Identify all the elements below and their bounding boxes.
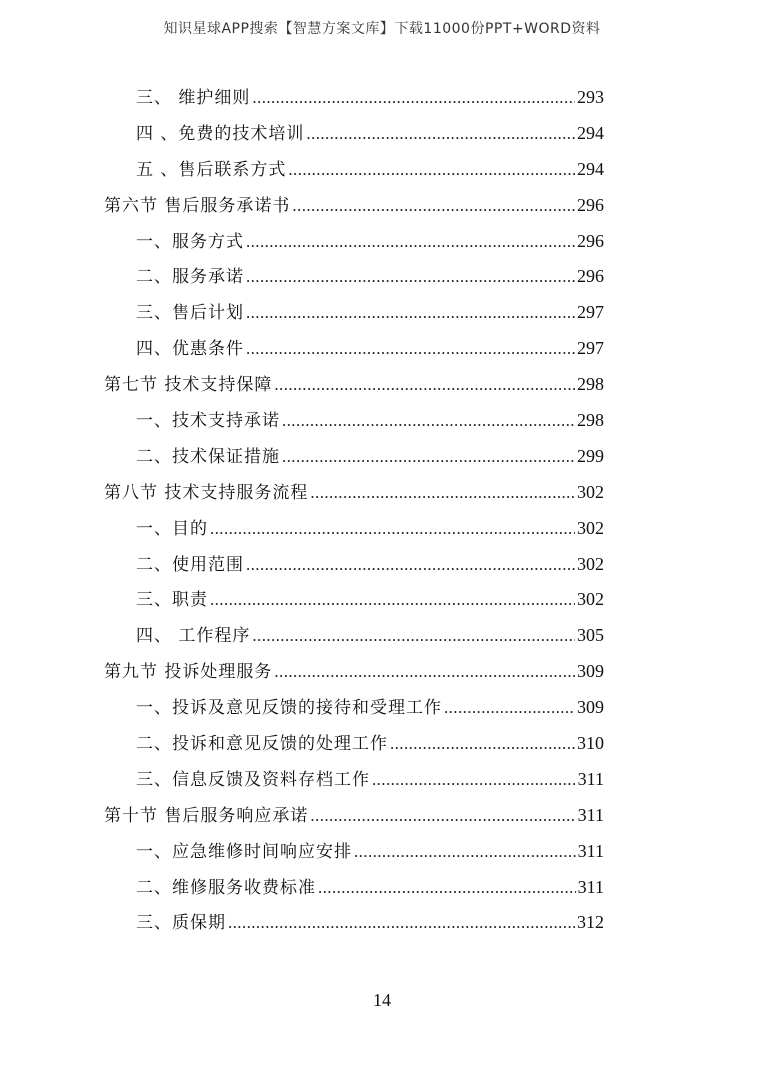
toc-entry-page: 296	[577, 194, 604, 215]
toc-entry-page: 294	[577, 122, 604, 143]
toc-entry-label: 第八节 技术支持服务流程	[104, 482, 309, 503]
toc-dot-leader	[246, 229, 575, 255]
toc-entry-label: 第七节 技术支持保障	[104, 375, 273, 396]
toc-section-entry	[104, 802, 604, 838]
toc-entry-page: 293	[577, 87, 604, 107]
toc-subsection-entry	[104, 515, 604, 551]
toc-subsection-entry	[104, 730, 604, 766]
toc-entry-label: 二、使用范围	[136, 554, 244, 575]
toc-subsection-entry	[104, 335, 604, 371]
toc-entry-label: 二、技术保证措施	[136, 446, 280, 467]
toc-dot-leader	[444, 695, 575, 721]
toc-entry-page: 296	[577, 266, 604, 287]
toc-entry-page: 296	[577, 230, 604, 251]
toc-entry-label: 四 、免费的技术培训	[136, 123, 305, 144]
toc-entry-page: 297	[577, 302, 604, 323]
toc-dot-leader	[246, 300, 575, 326]
toc-dot-leader	[274, 659, 575, 685]
toc-entry-page: 297	[577, 338, 604, 359]
toc-entry-label: 五 、售后联系方式	[136, 159, 287, 180]
toc-section-entry	[104, 658, 604, 694]
toc-dot-leader	[306, 121, 575, 147]
toc-entry-page: 302	[577, 517, 604, 538]
toc-entry-page: 311	[577, 804, 604, 825]
toc-entry-label: 一、服务方式	[136, 231, 244, 252]
toc-entry-label: 三、质保期	[136, 913, 226, 934]
toc-entry-label: 一、应急维修时间响应安排	[136, 841, 352, 862]
toc-entry-page: 311	[577, 768, 604, 789]
toc-subsection-entry	[104, 263, 604, 299]
page-header: 知识星球APP搜索【智慧方案文库】下载11000份PPT+WORD资料	[163, 21, 601, 37]
toc-subsection-entry	[104, 156, 604, 192]
toc-dot-leader	[228, 910, 575, 936]
toc-subsection-entry	[104, 407, 604, 443]
toc-section-entry	[104, 371, 604, 407]
toc-subsection-entry	[104, 694, 604, 730]
toc-entry-label: 三、 维护细则	[136, 88, 251, 108]
toc-subsection-entry	[104, 766, 604, 802]
toc-subsection-entry	[104, 551, 604, 587]
toc-dot-leader	[372, 767, 576, 793]
toc-dot-leader	[282, 444, 575, 470]
toc-entry-label: 一、技术支持承诺	[136, 411, 280, 432]
toc-entry-label: 一、投诉及意见反馈的接待和受理工作	[136, 698, 442, 719]
toc-subsection-entry	[104, 838, 604, 874]
toc-entry-label: 四、优惠条件	[136, 339, 244, 360]
toc-dot-leader	[274, 372, 575, 398]
toc-subsection-entry	[104, 909, 604, 945]
table-of-contents	[104, 84, 604, 945]
toc-subsection-entry	[104, 299, 604, 335]
toc-entry-page: 298	[577, 410, 604, 431]
toc-entry-page: 310	[577, 733, 604, 754]
toc-entry-label: 三、信息反馈及资料存档工作	[136, 769, 370, 790]
toc-entry-label: 二、服务承诺	[136, 267, 244, 288]
toc-section-entry	[104, 479, 604, 515]
toc-entry-page: 302	[577, 589, 604, 610]
toc-dot-leader	[210, 516, 575, 542]
toc-subsection-entry	[104, 586, 604, 622]
toc-subsection-entry	[104, 228, 604, 264]
toc-dot-leader	[246, 264, 575, 290]
toc-subsection-entry	[104, 84, 604, 120]
toc-dot-leader	[288, 157, 575, 183]
toc-subsection-entry	[104, 622, 604, 658]
toc-dot-leader	[318, 875, 576, 901]
toc-entry-page: 312	[577, 912, 604, 933]
toc-dot-leader	[246, 552, 575, 578]
toc-entry-label: 第六节 售后服务承诺书	[104, 195, 291, 216]
toc-dot-leader	[282, 408, 575, 434]
toc-subsection-entry	[104, 120, 604, 156]
toc-entry-label: 二、投诉和意见反馈的处理工作	[136, 734, 388, 755]
toc-entry-label: 第十节 售后服务响应承诺	[104, 805, 309, 826]
toc-entry-page: 298	[577, 374, 604, 395]
toc-entry-label: 四、 工作程序	[136, 626, 251, 647]
toc-entry-page: 299	[577, 445, 604, 466]
toc-dot-leader	[354, 839, 576, 865]
toc-entry-label: 第九节 投诉处理服务	[104, 662, 273, 683]
toc-entry-page: 311	[577, 876, 604, 897]
toc-dot-leader	[310, 480, 575, 506]
toc-entry-label: 三、职责	[136, 590, 208, 611]
toc-entry-label: 三、售后计划	[136, 303, 244, 324]
toc-entry-label: 二、维修服务收费标准	[136, 877, 316, 898]
toc-entry-page: 302	[577, 481, 604, 502]
toc-section-entry	[104, 192, 604, 228]
toc-entry-label: 一、目的	[136, 518, 208, 539]
toc-dot-leader	[210, 587, 575, 613]
page-number: 14	[373, 990, 391, 1010]
toc-entry-page: 305	[577, 625, 604, 646]
toc-dot-leader	[252, 85, 575, 111]
toc-subsection-entry	[104, 874, 604, 910]
toc-dot-leader	[310, 803, 575, 829]
toc-dot-leader	[390, 731, 575, 757]
toc-dot-leader	[252, 623, 575, 649]
toc-dot-leader	[246, 336, 575, 362]
toc-entry-page: 311	[577, 840, 604, 861]
toc-entry-page: 294	[577, 158, 604, 179]
toc-entry-page: 302	[577, 553, 604, 574]
toc-dot-leader	[292, 193, 575, 219]
toc-entry-page: 309	[577, 661, 604, 682]
toc-entry-page: 309	[577, 697, 604, 718]
toc-subsection-entry	[104, 443, 604, 479]
